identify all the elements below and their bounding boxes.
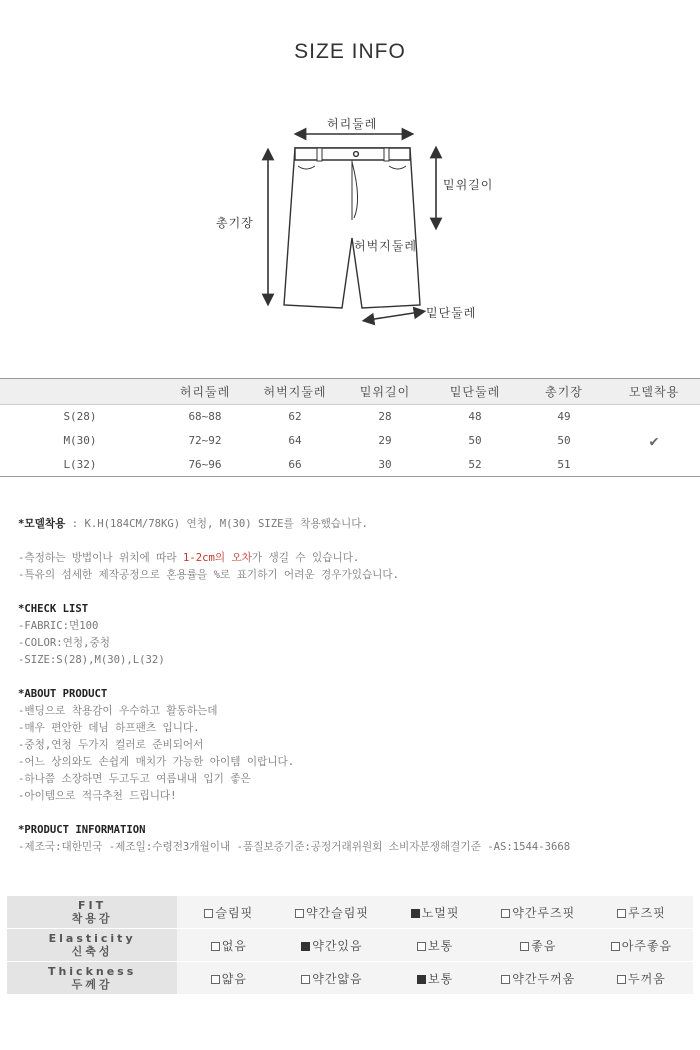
thickness-option: [177, 962, 280, 995]
product-notes: [18, 516, 688, 856]
total-length-label: 총기장: [216, 216, 254, 230]
measure-note-text: 가 생길 수 있습니다.: [251, 552, 360, 564]
table-cell: 52: [430, 453, 520, 477]
table-cell: L(32): [0, 453, 160, 477]
header-cell: 밑위길이: [340, 379, 430, 405]
thickness-label-ko: 두께감: [71, 978, 113, 991]
option-label: 보통: [427, 938, 454, 953]
info-text: -제조국:대한민국 -제조일:수령전3개월이내 -품질보증기준:공정거래위원회 소비자분쟁해결기준 -AS:1544-3668: [18, 841, 571, 853]
checkbox-checked-icon: [417, 975, 426, 984]
table-cell: 50: [557, 434, 571, 447]
elasticity-label: [7, 929, 177, 962]
shorts-illustration: [0, 100, 700, 340]
list-item: -COLOR:연청,중청: [18, 637, 110, 649]
fit-label-en: FIT: [78, 899, 107, 912]
thickness-option: [384, 962, 487, 995]
fit-label: [7, 896, 177, 929]
table-cell: 49: [557, 410, 571, 424]
option-label: 없음: [221, 938, 247, 953]
elasticity-option: [280, 929, 383, 962]
checkbox-icon: [501, 975, 510, 984]
option-label: 노멀핏: [421, 905, 460, 920]
option-label: 루즈핏: [628, 905, 666, 920]
rise-label: 밑위길이: [443, 178, 494, 192]
waist-label: 허리둘레: [327, 117, 378, 131]
checkbox-icon: [617, 975, 626, 984]
table-cell: [608, 453, 700, 477]
table-cell: 28: [378, 410, 392, 424]
fit-option: [280, 896, 383, 929]
list-item: -아이템으로 적극추천 드립니다!: [18, 790, 177, 802]
checkbox-icon: [211, 975, 220, 984]
checklist-title: *CHECK LIST: [18, 603, 89, 615]
header-cell: 모델착용: [608, 379, 700, 405]
checkbox-icon: [611, 942, 620, 951]
header-cell: 허벅지둘레: [250, 379, 340, 405]
model-note: [18, 516, 688, 533]
fit-label-ko: 착용감: [71, 912, 113, 925]
option-label: 보통: [427, 971, 454, 986]
list-item: -중청,연청 두가지 컬러로 준비되어서: [18, 739, 204, 751]
table-row: [0, 405, 700, 429]
fit-table: [7, 896, 693, 995]
fit-option: [487, 896, 590, 929]
option-label: 약간얇음: [312, 971, 363, 986]
list-item: -FABRIC:면100: [18, 620, 99, 632]
list-item: -밴딩으로 착용감이 우수하고 활동하는데: [18, 705, 218, 717]
thigh-label: 허벅지둘레: [354, 239, 417, 253]
checkbox-icon: [295, 909, 304, 918]
table-cell: 62: [288, 410, 302, 424]
checkbox-icon: [520, 942, 529, 951]
measure-note-text: -측정하는 방법이나 위치에 따라: [18, 552, 183, 564]
table-row: [0, 453, 700, 477]
option-label: 약간두꺼움: [512, 971, 576, 986]
header-cell: [0, 379, 160, 405]
thickness-label-en: Thickness: [47, 965, 137, 978]
header-cell: 총기장: [520, 379, 608, 405]
checkbox-icon: [211, 942, 220, 951]
option-label: 슬림핏: [215, 905, 254, 920]
table-cell: 76~96: [160, 453, 250, 477]
elasticity-row: [7, 929, 693, 962]
hem-label: 밑단둘레: [426, 306, 477, 320]
thickness-option: [280, 962, 383, 995]
checkbox-icon: [301, 975, 310, 984]
list-item: -SIZE:S(28),M(30),L(32): [18, 654, 165, 666]
elasticity-label-ko: 신축성: [71, 945, 113, 958]
table-cell: [608, 405, 700, 429]
header-cell: 허리둘레: [160, 379, 250, 405]
elasticity-option: [384, 929, 487, 962]
model-note-label: *모델착용: [18, 518, 66, 530]
fit-option: [590, 896, 693, 929]
header-cell: 밑단둘레: [430, 379, 520, 405]
checkbox-icon: [204, 909, 213, 918]
about-title: *ABOUT PRODUCT: [18, 688, 108, 700]
measure-note: [18, 550, 688, 567]
table-cell: M(30): [63, 434, 97, 447]
table-cell: 66: [250, 453, 340, 477]
table-cell: 30: [340, 453, 430, 477]
thickness-label: [7, 962, 177, 995]
checkbox-icon: [617, 909, 626, 918]
info-title: *PRODUCT INFORMATION: [18, 824, 146, 836]
table-cell: 29: [378, 434, 392, 447]
table-cell: S(28): [63, 410, 97, 424]
table-cell: 64: [288, 434, 302, 447]
size-diagram: [0, 100, 700, 340]
fabric-note: -특유의 섬세한 제작공정으로 혼용률을 %로 표기하기 어려운 경우가있습니다.: [18, 569, 400, 581]
checkbox-checked-icon: [301, 942, 310, 951]
option-label: 두꺼움: [628, 971, 666, 986]
size-table: [0, 378, 700, 477]
model-note-text: : K.H(184CM/78KG) 연청, M(30) SIZE를 착용했습니다.: [65, 518, 368, 530]
option-label: 약간루즈핏: [512, 905, 576, 920]
elasticity-option: [590, 929, 693, 962]
thickness-option: [487, 962, 590, 995]
elasticity-option: [487, 929, 590, 962]
list-item: -매우 편안한 데님 하프팬츠 입니다.: [18, 722, 200, 734]
elasticity-option: [177, 929, 280, 962]
check-icon: ✔: [649, 431, 659, 450]
thickness-option: [590, 962, 693, 995]
table-cell: 48: [468, 410, 482, 424]
elasticity-label-en: Elasticity: [48, 932, 136, 945]
list-item: -하나쯤 소장하면 두고두고 여름내내 입기 좋은: [18, 773, 251, 785]
option-label: 좋음: [531, 938, 557, 953]
option-label: 아주좋음: [621, 938, 673, 953]
measure-note-highlight: 1-2cm의 오차: [182, 552, 252, 564]
fit-option: [177, 896, 280, 929]
option-label: 약간있음: [312, 938, 363, 953]
table-cell: 51: [520, 453, 608, 477]
size-table-header: [0, 379, 700, 405]
table-cell: 50: [468, 434, 482, 447]
checkbox-checked-icon: [411, 909, 420, 918]
option-label: 얇음: [221, 971, 247, 986]
fit-option: [384, 896, 487, 929]
option-label: 약간슬림핏: [305, 905, 369, 920]
table-row: [0, 429, 700, 453]
checkbox-icon: [417, 942, 426, 951]
table-cell: 68~88: [188, 410, 222, 424]
list-item: -어느 상의와도 손쉽게 매치가 가능한 아이템 이랍니다.: [18, 756, 295, 768]
checkbox-icon: [501, 909, 510, 918]
thickness-row: [7, 962, 693, 995]
page-title: SIZE INFO: [294, 40, 406, 63]
table-cell: 72~92: [188, 434, 222, 447]
fit-row: [7, 896, 693, 929]
